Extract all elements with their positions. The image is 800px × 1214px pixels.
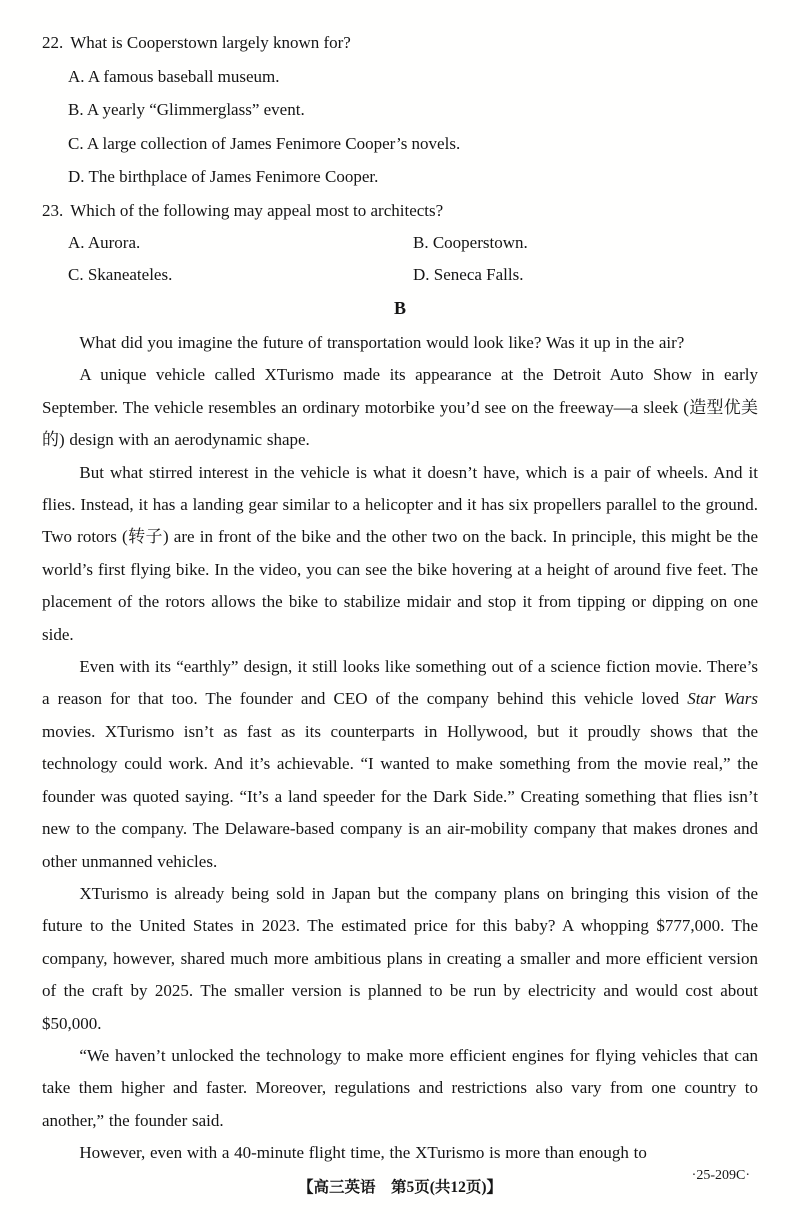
passage-text: Even with its “earthly” design, it still looks like something out of a science fiction movie. There’s a reason for that too. The founder and CEO of the company behind this vehicle loved: [42, 657, 758, 709]
passage-text: movies. XTurismo isn’t as fast as its counterparts in Hollywood, but it proudly shows that the technology could work. And it’s achievable. “I wanted to make something from the movie real,” the founder was quoted saying. “It’s a land speeder for the Dark Side.” Creating something that flies isn’t new to the company. The Delaware-based company is an air-mobility company that makes drones and other unmanned vehicles.: [42, 721, 758, 871]
answer-option: A. A famous baseball museum.: [68, 66, 280, 86]
passage-paragraph: [42, 878, 758, 1040]
passage-text: XTurismo is already being sold in Japan but the company plans on bringing this vision of the future to the United States in 2023. The estimated price for this baby? A whopping $777,000. The company, however, shared much more ambitious plans in creating a smaller and more efficient version of the craft by 2025. The smaller version is planned to be run by electricity and would cost about $50,000.: [42, 883, 758, 1033]
answer-option: C. Skaneateles.: [68, 264, 173, 284]
passage-paragraph: [42, 327, 758, 359]
passage-text-italic: Star Wars: [687, 689, 759, 709]
passage-text: However, even with a 40-minute flight time, the XTurismo is more than enough to: [79, 1143, 647, 1163]
question-text: Which of the following may appeal most to architects?: [70, 200, 444, 220]
answer-option: D. The birthplace of James Fenimore Cooper.: [68, 167, 379, 186]
question-23: [42, 194, 758, 291]
answer-option: C. A large collection of James Fenimore Cooper’s novels.: [68, 133, 461, 153]
options-list: [42, 60, 758, 194]
passage-paragraph: [42, 651, 758, 878]
reading-passage: [42, 327, 758, 1170]
options-list: [42, 227, 758, 290]
passage-paragraph: [42, 1040, 758, 1137]
question-stem: [42, 26, 758, 60]
footer-page-info: 【高三英语 第5页(共12页)】: [297, 1179, 503, 1196]
answer-option: B. Cooperstown.: [413, 233, 528, 252]
question-22: [42, 26, 758, 194]
question-number: 23.: [42, 200, 64, 220]
answer-option: B. A yearly “Glimmerglass” event.: [68, 100, 305, 119]
answer-option: A. Aurora.: [68, 233, 141, 252]
section-label: B: [393, 298, 406, 318]
passage-text: “We haven’t unlocked the technology to make more efficient engines for flying vehicles that can take them higher and faster. Moreover, regulations and restrictions also vary from one country to another,” the founder said.: [42, 1045, 758, 1130]
question-text: What is Cooperstown largely known for?: [70, 33, 351, 52]
question-stem: [42, 194, 758, 228]
question-number: 22.: [42, 33, 64, 52]
passage-paragraph: [42, 359, 758, 456]
page-footer: [0, 1168, 800, 1198]
passage-text: But what stirred interest in the vehicle is what it doesn’t have, which is a pair of wheels. And it flies. Instead, it has a landing gear similar to a helicopter and it has six propellers parallel to the ground. Two rotors (转子) are in front of the bike and the other two on the back. In principle, this might be the world’s first flying bike. In the video, you can see the bike hovering at a height of around five feet. The placement of the rotors allows the bike to stabilize midair and stop it from tipping or dipping on one side.: [42, 462, 758, 644]
questions-section: [42, 26, 758, 290]
passage-paragraph: [42, 457, 758, 651]
passage-paragraph: [42, 1137, 758, 1169]
passage-text: A unique vehicle called XTurismo made its appearance at the Detroit Auto Show in early September. The vehicle resembles an ordinary motorbike you’d see on the freeway—a sleek (造型优美的) design with an aerodynamic shape.: [42, 365, 758, 450]
answer-option: D. Seneca Falls.: [413, 264, 524, 284]
passage-text: What did you imagine the future of transportation would look like? Was it up in the air?: [79, 333, 685, 352]
footer-code: ·25-209C·: [691, 1168, 750, 1183]
